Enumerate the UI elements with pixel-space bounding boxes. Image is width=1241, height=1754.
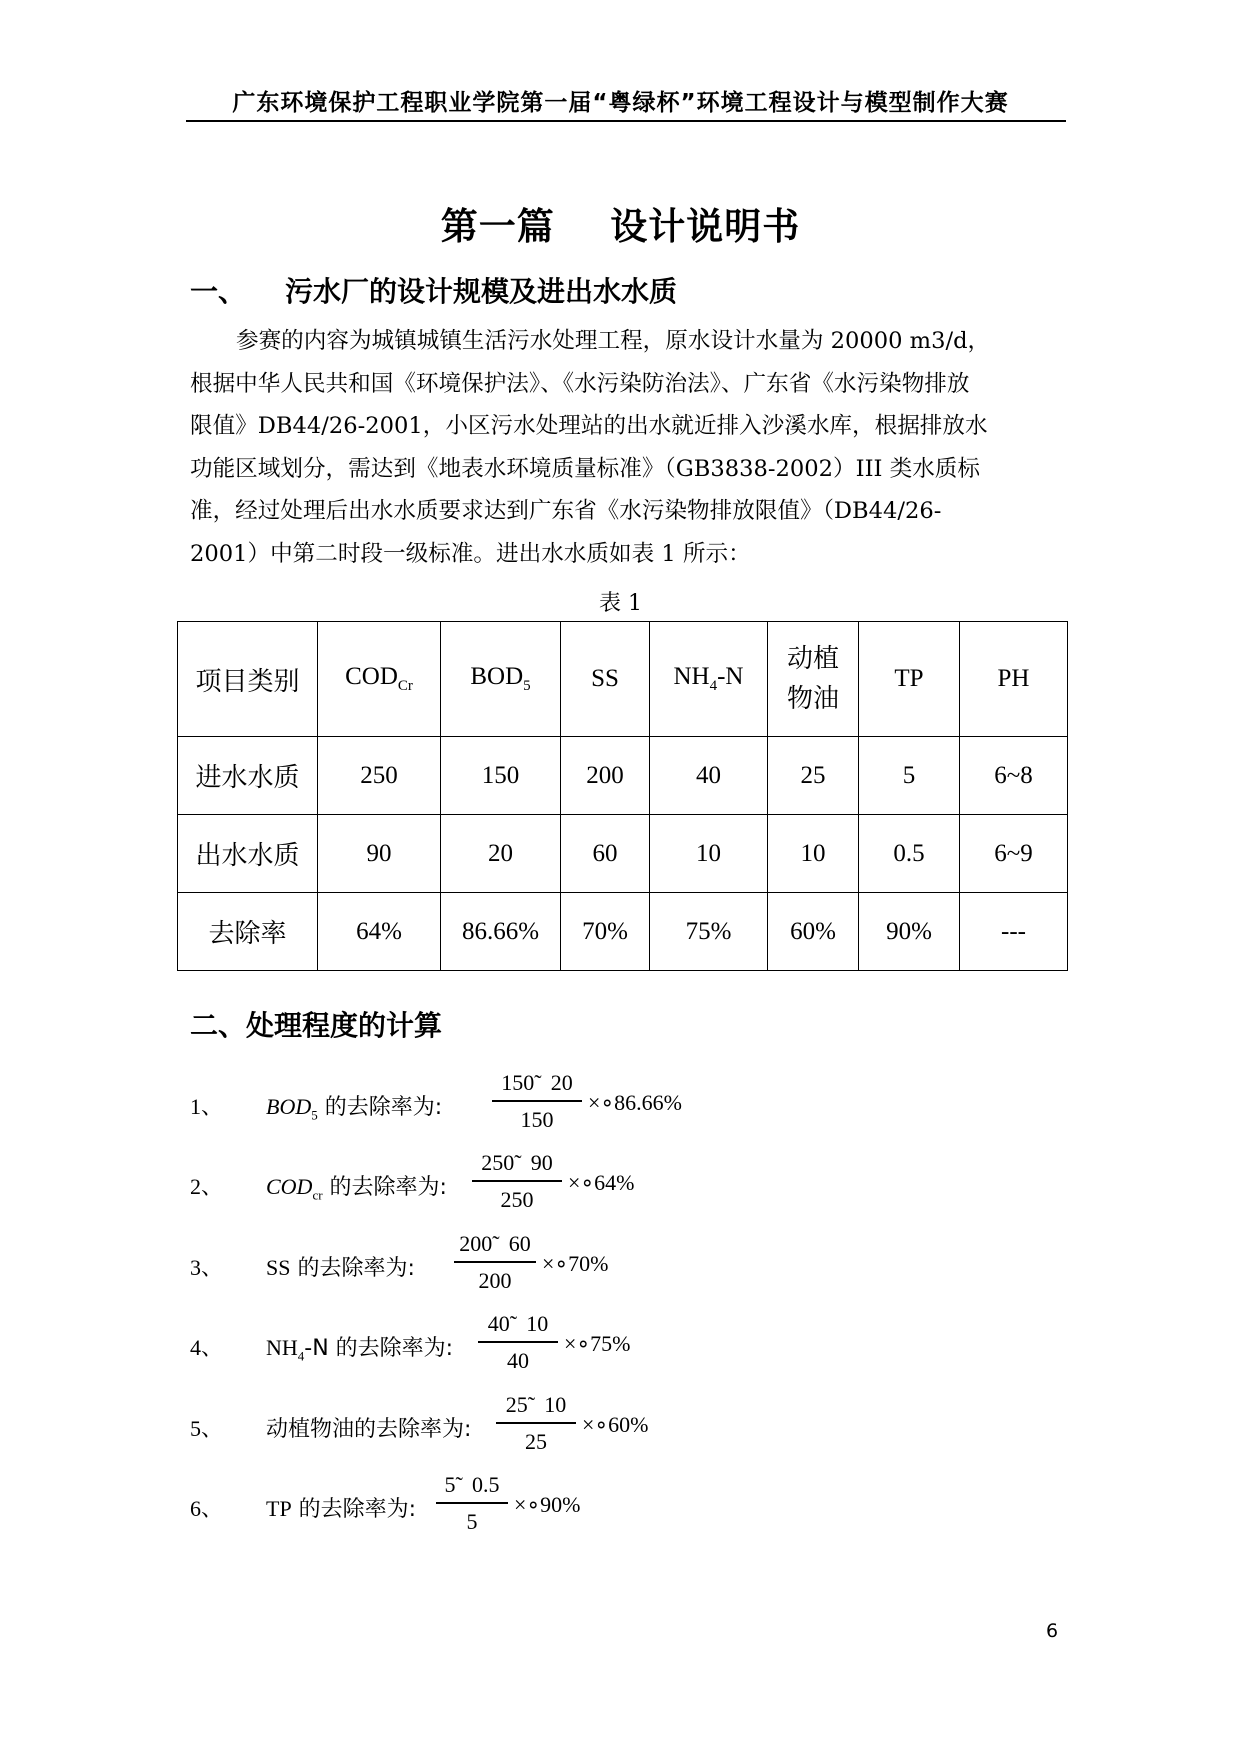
row-label-cell: 出水水质 bbox=[178, 815, 318, 893]
formula-index: 3、 bbox=[190, 1255, 224, 1280]
table-caption: 表 1 bbox=[599, 591, 642, 616]
table-row bbox=[178, 815, 1068, 893]
formula-fraction bbox=[436, 1472, 508, 1535]
header-cell: $BOD_5$ bbox=[441, 622, 561, 737]
table-cell: 90 bbox=[318, 815, 441, 893]
table-cell: 5 bbox=[859, 737, 960, 815]
table-cell: 0.5 bbox=[859, 815, 960, 893]
table-cell: --- bbox=[960, 893, 1068, 971]
fraction-numerator: 200̃ 60 bbox=[459, 1231, 531, 1256]
water-quality-table bbox=[177, 621, 1068, 971]
fraction-numerator: 25̃ 10 bbox=[505, 1392, 567, 1417]
formula-label: SS 的去除率为: bbox=[266, 1255, 415, 1281]
table-row bbox=[178, 893, 1068, 971]
header-cell: $NH_4-N$ bbox=[650, 622, 768, 737]
fraction-bar bbox=[492, 1100, 582, 1102]
fraction-denominator: 200 bbox=[478, 1267, 512, 1293]
table-cell: 40 bbox=[650, 737, 768, 815]
header-cell: 项目类别 bbox=[178, 622, 318, 737]
formula-fraction bbox=[492, 1070, 582, 1133]
fraction-numerator: 250̃ 90 bbox=[481, 1150, 553, 1175]
header-cell: PH bbox=[960, 622, 1068, 737]
paragraph-line: 限值》DB44/26-2001，小区污水处理站的出水就近排入沙溪水库，根据排放水 bbox=[190, 413, 988, 439]
table-cell: 60 bbox=[561, 815, 650, 893]
table-cell: 64% bbox=[318, 893, 441, 971]
table-cell: 70% bbox=[561, 893, 650, 971]
formula-fraction bbox=[472, 1150, 562, 1213]
table-cell: 10 bbox=[768, 815, 859, 893]
formula-index: 2、 bbox=[190, 1174, 224, 1199]
paragraph-line: 根据中华人民共和国《环境保护法》、《水污染防治法》、广东省《水污染物排放 bbox=[190, 370, 970, 397]
formula-index: 1、 bbox=[190, 1094, 224, 1119]
table-header-row bbox=[178, 622, 1068, 737]
fraction-numerator: 40̃ 10 bbox=[487, 1311, 549, 1336]
section-1-heading: 一、 污水厂的设计规模及进出水水质 bbox=[190, 275, 677, 308]
fraction-numerator: 5̃ 0.5 bbox=[444, 1472, 500, 1497]
formula-result: ×∘90% bbox=[514, 1492, 581, 1517]
table-cell: 6~9 bbox=[960, 815, 1068, 893]
paragraph-line: 准，经过处理后出水水质要求达到广东省《水污染物排放限值》（DB44/26- bbox=[190, 498, 942, 524]
fraction-bar bbox=[496, 1422, 576, 1424]
table-row bbox=[178, 737, 1068, 815]
formula-label: $BOD_5$ 的去除率为: bbox=[266, 1094, 443, 1123]
formula-fraction bbox=[454, 1231, 536, 1294]
formula-result: ×∘86.66% bbox=[588, 1090, 683, 1115]
header-cell: TP bbox=[859, 622, 960, 737]
table-cell: 6~8 bbox=[960, 737, 1068, 815]
table-cell: 25 bbox=[768, 737, 859, 815]
table-cell: 86.66% bbox=[441, 893, 561, 971]
header-cell: $COD_{Cr}$ bbox=[318, 622, 441, 737]
paragraph-line: 参赛的内容为城镇城镇生活污水处理工程，原水设计水量为 20000 m3/d， bbox=[236, 328, 991, 354]
table-cell: 90% bbox=[859, 893, 960, 971]
fraction-numerator: 150̃ 20 bbox=[501, 1070, 573, 1095]
document-title: 第一篇 设计说明书 bbox=[440, 205, 801, 248]
row-label-cell: 进水水质 bbox=[178, 737, 318, 815]
running-header: 广东环境保护工程职业学院第一届“粤绿杯”环境工程设计与模型制作大赛 bbox=[232, 90, 1009, 116]
fraction-bar bbox=[478, 1341, 558, 1343]
fraction-denominator: 40 bbox=[507, 1347, 529, 1373]
table-cell: 60% bbox=[768, 893, 859, 971]
table-cell: 75% bbox=[650, 893, 768, 971]
formula-row bbox=[190, 1150, 890, 1220]
table-cell: 250 bbox=[318, 737, 441, 815]
formula-row bbox=[190, 1070, 890, 1140]
formula-result: ×∘70% bbox=[542, 1251, 609, 1276]
fraction-bar bbox=[472, 1180, 562, 1182]
formula-index: 4、 bbox=[190, 1335, 224, 1360]
formula-fraction bbox=[478, 1311, 558, 1374]
formula-label: $NH_4-N$ 的去除率为: bbox=[266, 1335, 454, 1364]
header-cell: 动植 物油 bbox=[768, 622, 859, 737]
row-label-cell: 去除率 bbox=[178, 893, 318, 971]
page-number: 6 bbox=[1046, 1620, 1059, 1642]
fraction-denominator: 5 bbox=[466, 1508, 478, 1534]
section-1-paragraph bbox=[190, 320, 1066, 575]
table-cell: 200 bbox=[561, 737, 650, 815]
table-cell: 10 bbox=[650, 815, 768, 893]
formula-result: ×∘64% bbox=[568, 1170, 635, 1195]
paragraph-line: 功能区域划分，需达到《地表水环境质量标准》（GB3838-2002）III 类水质标 bbox=[190, 455, 980, 482]
formula-label: 动植物油的去除率为: bbox=[266, 1417, 472, 1442]
header-rule bbox=[186, 120, 1066, 122]
formula-label: TP 的去除率为: bbox=[266, 1496, 417, 1522]
fraction-denominator: 150 bbox=[520, 1106, 554, 1132]
formula-index: 5、 bbox=[190, 1416, 224, 1441]
formula-label: $COD_{cr}$ 的去除率为: bbox=[266, 1174, 447, 1203]
formula-fraction bbox=[496, 1392, 576, 1455]
formula-result: ×∘75% bbox=[564, 1331, 631, 1356]
formula-row bbox=[190, 1311, 890, 1381]
header-cell: SS bbox=[561, 622, 650, 737]
formula-result: ×∘60% bbox=[582, 1412, 649, 1437]
table-cell: 20 bbox=[441, 815, 561, 893]
formula-row bbox=[190, 1231, 890, 1301]
formula-row bbox=[190, 1472, 890, 1542]
fraction-bar bbox=[454, 1261, 536, 1263]
fraction-bar bbox=[436, 1502, 508, 1504]
table-cell: 150 bbox=[441, 737, 561, 815]
section-2-heading: 二、处理程度的计算 bbox=[190, 1009, 443, 1042]
formula-row bbox=[190, 1392, 890, 1462]
formula-index: 6、 bbox=[190, 1496, 224, 1521]
fraction-denominator: 25 bbox=[525, 1428, 547, 1454]
fraction-denominator: 250 bbox=[500, 1186, 534, 1212]
paragraph-line: 2001）中第二时段一级标准。进出水水质如表 1 所示： bbox=[190, 540, 751, 567]
